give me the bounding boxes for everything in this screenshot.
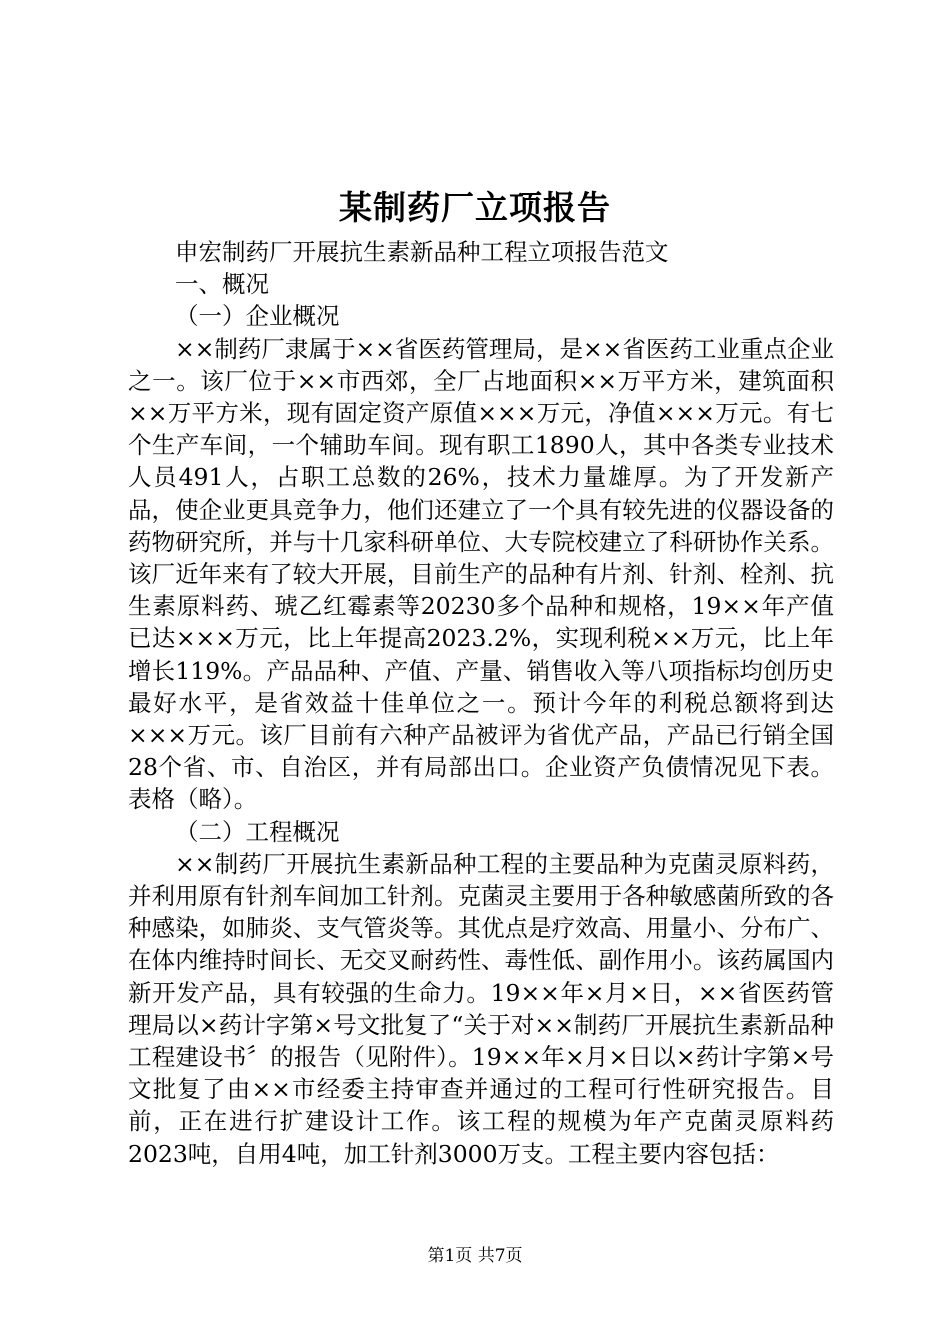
section-heading-overview: 一、概况 [175, 270, 269, 299]
document-subtitle: 申宏制药厂开展抗生素新品种工程立项报告范文 [175, 238, 669, 266]
subsection-heading-enterprise: （一）企业概况 [175, 302, 340, 331]
paragraph-enterprise-overview: ××制药厂隶属于××省医药管理局，是××省医药工业重点企业之一。该厂位于××市西郊，全厂占地面积××万平方米，建筑面积××万平方米，现有固定资产原值×××万元，净值×××万元。有七个生产车间，一个辅助车间。现有职工1890人，其中各类专业技术人员491人，占职工总数的26%，技术力量雄厚。为了开发新产品，使企业更具竞争力，他们还建立了一个具有较先进的仪器设备的药物研究所，并与十几家科研单位、大专院校建立了科研协作关系。该厂近年来有了较大开展，目前生产的品种有片剂、针剂、栓剂、抗生素原料药、琥乙红霉素等20230多个品种和规格，19××年产值已达×××万元，比上年提高2023.2%，实现利税××万元，比上年增长119%。产品品种、产值、产量、销售收入等八项指标均创历史最好水平，是省效益十佳单位之一。预计今年的利税总额将到达×××万元。该厂目前有六种产品被评为省优产品，产品已行销全国28个省、市、自治区，并有局部出口。企业资产负债情况见下表。表格（略）。 [128, 334, 834, 814]
document-body [128, 236, 834, 1170]
subsection-heading-project: （二）工程概况 [175, 817, 340, 846]
paragraph-project-overview: ××制药厂开展抗生素新品种工程的主要品种为克菌灵原料药，并利用原有针剂车间加工针剂。克菌灵主要用于各种敏感菌所致的各种感染，如肺炎、支气管炎等。其优点是疗效高、用量小、分布广、在体内维持时间长、无交叉耐药性、毒性低、副作用小。该药属国内新开发产品，具有较强的生命力。19××年×月×日，××省医药管理局以×药计字第×号文批复了“关于对××制药厂开展抗生素新品种工程建设书〞的报告（见附件）。19××年×月×日以×药计字第×号文批复了由××市经委主持审查并通过的工程可行性研究报告。目前，正在进行扩建设计工作。该工程的规模为年产克菌灵原料药2023吨，自用4吨，加工针剂3000万支。工程主要内容包括： [128, 849, 834, 1168]
page-number-footer: 第1页 共7页 [427, 1246, 523, 1266]
document-title: 某制药厂立项报告 [339, 188, 611, 227]
